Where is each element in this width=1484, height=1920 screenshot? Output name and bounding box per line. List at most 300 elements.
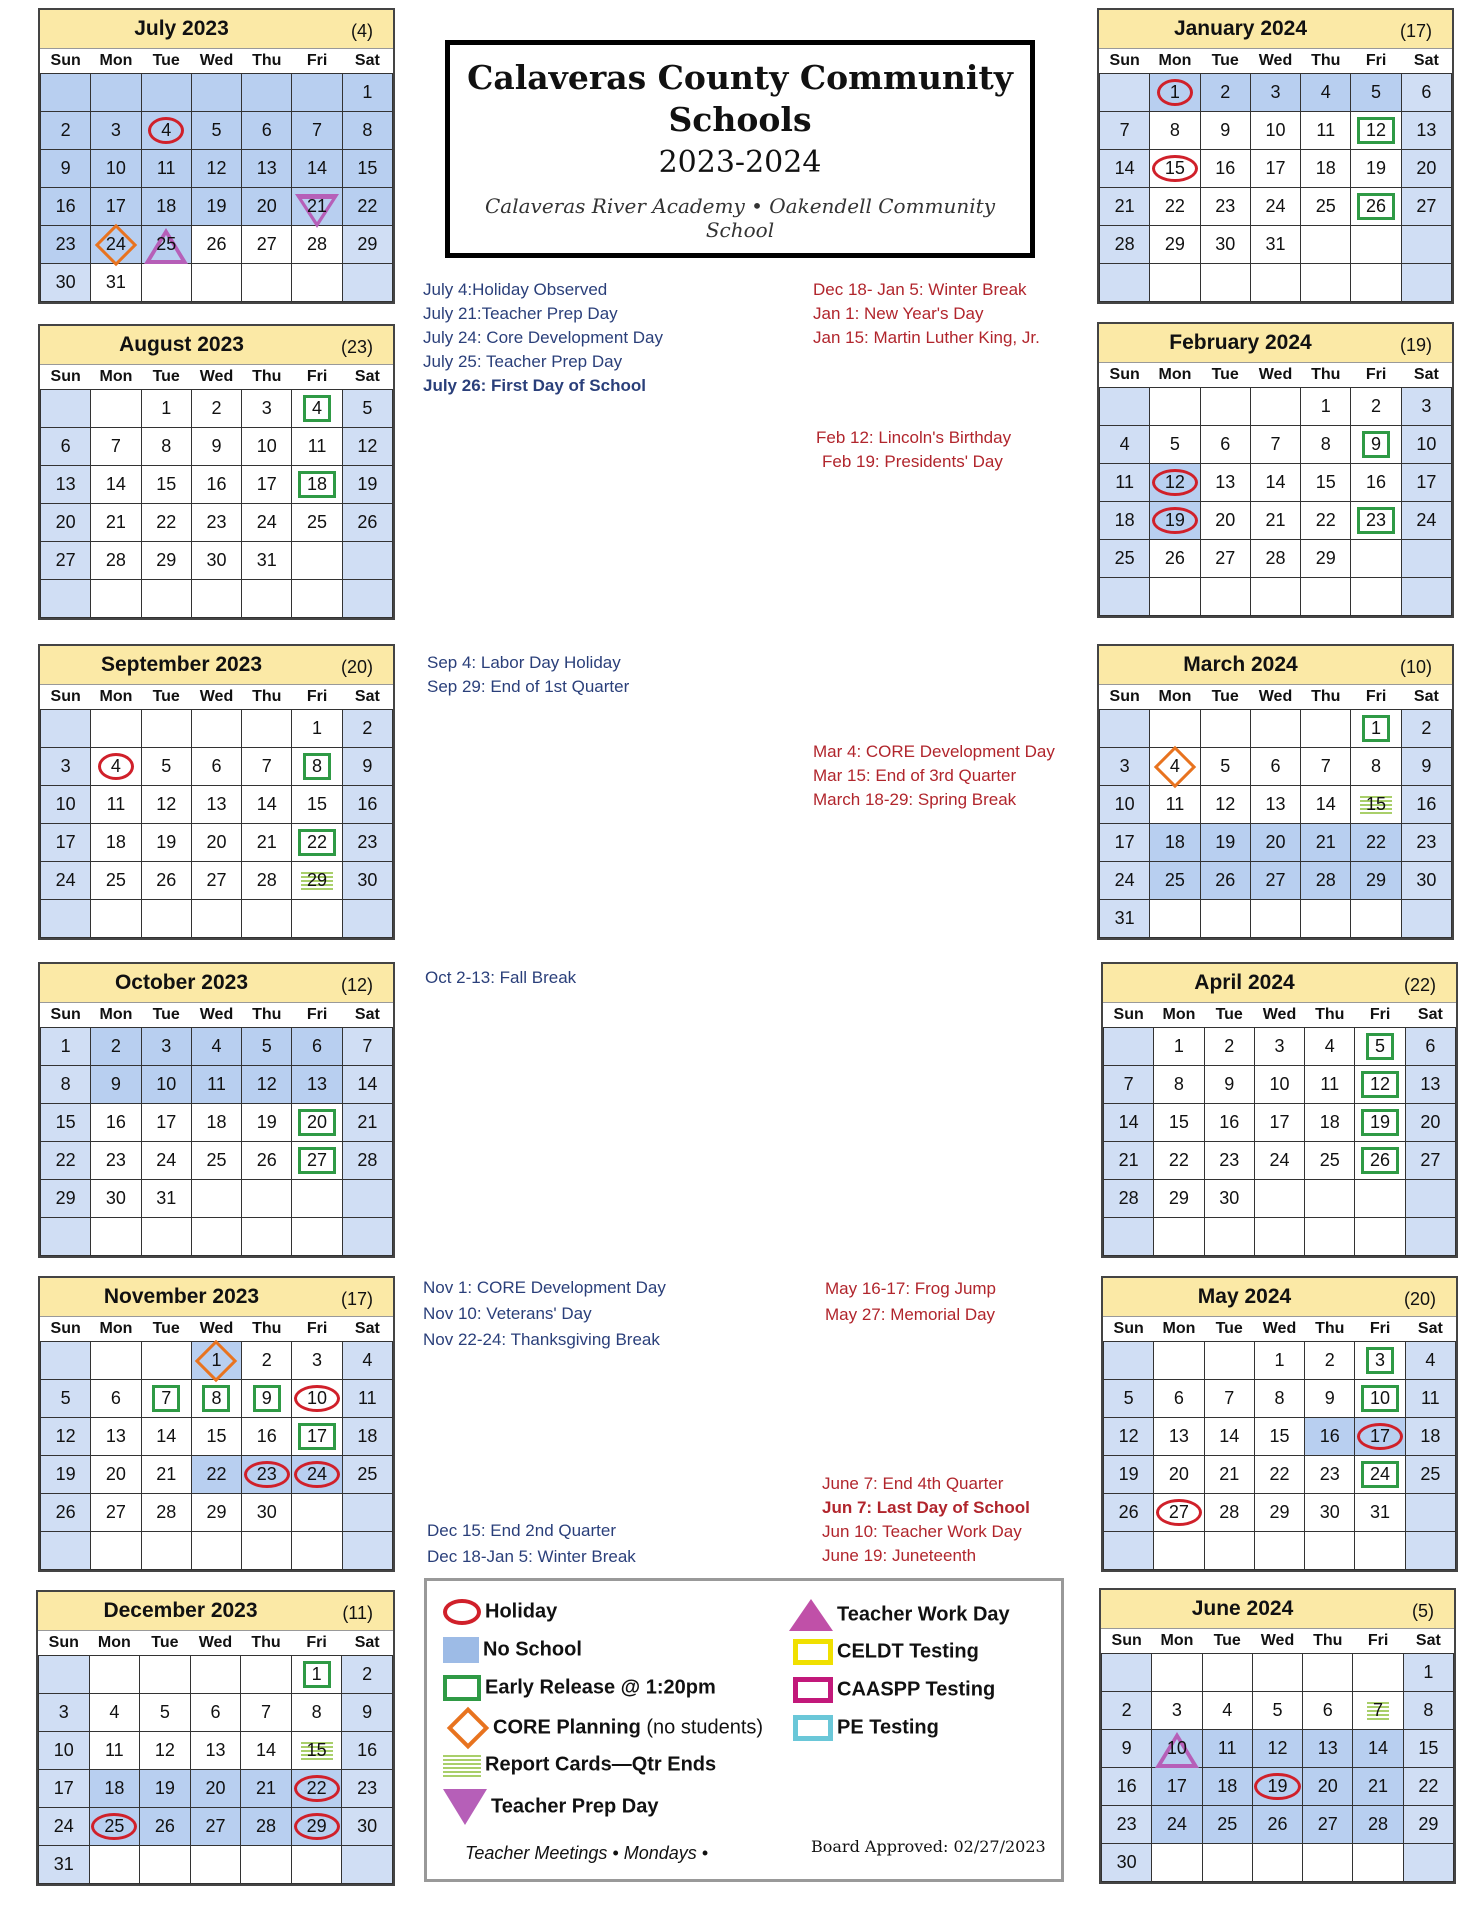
day-number: 23 <box>1116 1814 1137 1834</box>
day-cell <box>1204 1532 1254 1570</box>
day-cell <box>41 390 91 428</box>
note-item: July 26: First Day of School <box>423 376 646 395</box>
day-number: 7 <box>1119 120 1130 140</box>
day-number: 12 <box>1357 117 1395 144</box>
day-cell <box>1254 1456 1304 1494</box>
day-number: 16 <box>1116 1776 1137 1796</box>
day-cell <box>1303 1768 1353 1806</box>
day-cell <box>242 580 292 618</box>
day-number: 19 <box>1118 1464 1139 1484</box>
day-cell <box>140 1770 191 1808</box>
day-number: 30 <box>1416 870 1437 890</box>
day-number: 12 <box>1118 1426 1139 1446</box>
day-cell <box>1200 824 1250 862</box>
day-cell <box>1401 862 1451 900</box>
day-number: 5 <box>1169 434 1180 454</box>
day-number: 15 <box>1152 155 1198 182</box>
day-number: 4 <box>148 117 184 144</box>
day-cell <box>39 1656 90 1694</box>
weekday-header: Sat <box>1413 52 1439 69</box>
day-cell <box>292 824 342 862</box>
week-row <box>41 1180 393 1218</box>
month-grid <box>1101 1629 1454 1882</box>
day-number: 13 <box>206 794 227 814</box>
day-number: 26 <box>156 870 177 890</box>
day-number: 12 <box>1267 1738 1288 1758</box>
teacher-meetings-note: Teacher Meetings • Mondays • <box>465 1843 709 1863</box>
weekday-header: Sat <box>1413 366 1439 383</box>
day-cell <box>342 1808 393 1846</box>
day-number: 4 <box>1425 1350 1436 1370</box>
day-number: 29 <box>1315 548 1336 568</box>
day-cell <box>140 1732 191 1770</box>
weekday-header: Fri <box>306 52 328 69</box>
weekday-header: Fri <box>306 1320 328 1337</box>
week-row <box>41 748 393 786</box>
day-number: 18 <box>156 196 177 216</box>
day-number: 1 <box>1423 1662 1434 1682</box>
day-cell <box>1100 540 1150 578</box>
day-cell <box>342 862 392 900</box>
weekday-header: Sat <box>354 52 380 69</box>
day-cell <box>1100 900 1150 938</box>
day-cell <box>342 748 392 786</box>
day-number: 6 <box>312 1036 323 1056</box>
month-title: February 2024 <box>1169 331 1312 354</box>
day-number: 27 <box>1416 196 1437 216</box>
day-number: 4 <box>1119 434 1130 454</box>
month-grid <box>1103 1317 1456 1570</box>
day-number: 5 <box>1220 756 1231 776</box>
day-number: 10 <box>55 794 76 814</box>
day-number: 20 <box>1265 832 1286 852</box>
day-number: 29 <box>156 550 177 570</box>
day-number: 23 <box>1215 196 1236 216</box>
weekday-header: Wed <box>199 1320 234 1337</box>
day-number: 25 <box>1217 1814 1238 1834</box>
legend-pe <box>793 1715 939 1741</box>
week-row <box>1100 464 1452 502</box>
day-cell <box>1150 112 1200 150</box>
day-number: 23 <box>105 1150 126 1170</box>
day-number: 24 <box>1265 196 1286 216</box>
day-cell <box>242 748 292 786</box>
day-cell <box>1301 578 1351 616</box>
day-cell <box>1104 1456 1154 1494</box>
week-row <box>1100 786 1452 824</box>
day-cell <box>1305 1142 1355 1180</box>
day-cell <box>41 226 91 264</box>
holiday-circle-icon <box>443 1599 481 1625</box>
day-cell <box>191 786 241 824</box>
day-cell <box>41 710 91 748</box>
day-number: 6 <box>60 436 71 456</box>
day-number: 25 <box>1114 548 1135 568</box>
day-cell <box>1200 388 1250 426</box>
week-row <box>1102 1654 1454 1692</box>
day-cell <box>1405 1418 1455 1456</box>
day-cell <box>1250 426 1300 464</box>
day-cell <box>292 1218 342 1256</box>
week-row <box>41 74 393 112</box>
day-cell <box>1154 1456 1204 1494</box>
day-number: 11 <box>1165 794 1185 814</box>
core-planning-diamond-icon <box>447 1707 489 1749</box>
day-cell <box>1403 1654 1453 1692</box>
day-number: 2 <box>1421 718 1432 738</box>
weekday-header: Wed <box>1260 1632 1295 1649</box>
day-number: 1 <box>1362 715 1390 742</box>
day-cell <box>1102 1654 1152 1692</box>
day-number: 14 <box>256 794 277 814</box>
day-cell <box>191 504 241 542</box>
day-cell <box>291 1808 342 1846</box>
day-cell <box>1403 1768 1453 1806</box>
day-number: 10 <box>1161 1738 1193 1759</box>
day-number: 28 <box>1368 1814 1389 1834</box>
day-cell <box>1351 710 1401 748</box>
month-header <box>1099 10 1452 49</box>
day-number: 28 <box>1118 1188 1139 1208</box>
day-number: 16 <box>1416 794 1437 814</box>
day-cell <box>1150 388 1200 426</box>
day-cell <box>1351 74 1401 112</box>
day-cell <box>191 748 241 786</box>
day-cell <box>89 1846 140 1884</box>
week-row <box>39 1732 393 1770</box>
day-cell <box>1100 464 1150 502</box>
weekday-header: Mon <box>1158 366 1192 383</box>
day-cell <box>1100 264 1150 302</box>
weekday-header: Sat <box>354 1006 380 1023</box>
day-cell <box>1351 540 1401 578</box>
day-cell <box>1305 1494 1355 1532</box>
day-cell <box>242 1418 292 1456</box>
day-number: 5 <box>60 1388 71 1408</box>
day-cell <box>1301 786 1351 824</box>
day-cell <box>242 112 292 150</box>
day-number: 11 <box>207 1074 226 1094</box>
day-cell <box>292 786 342 824</box>
day-cell <box>1401 150 1451 188</box>
day-cell <box>191 862 241 900</box>
day-cell <box>191 74 241 112</box>
weekday-header: Tue <box>152 1006 180 1023</box>
day-number: 9 <box>110 1074 121 1094</box>
day-number: 25 <box>206 1150 227 1170</box>
day-number: 26 <box>1118 1502 1139 1522</box>
day-cell <box>141 112 191 150</box>
notes-oct <box>425 966 576 990</box>
day-cell <box>1204 1142 1254 1180</box>
day-cell <box>1202 1654 1252 1692</box>
day-number: 23 <box>1219 1150 1240 1170</box>
day-cell <box>91 542 141 580</box>
month-header <box>40 326 393 365</box>
day-cell <box>1303 1692 1353 1730</box>
day-cell <box>41 1380 91 1418</box>
day-number: 10 <box>294 1385 340 1412</box>
day-cell <box>41 1180 91 1218</box>
day-cell <box>342 1770 393 1808</box>
day-cell <box>1150 188 1200 226</box>
day-number: 27 <box>298 1147 336 1174</box>
day-cell <box>91 786 141 824</box>
day-cell <box>191 542 241 580</box>
day-cell <box>1250 226 1300 264</box>
weekday-header: Tue <box>1211 688 1239 705</box>
day-number: 14 <box>1368 1738 1389 1758</box>
day-number: 11 <box>1320 1074 1340 1094</box>
calendar-aug <box>38 324 395 620</box>
title-box <box>445 40 1035 258</box>
day-cell <box>1200 502 1250 540</box>
day-cell <box>1100 426 1150 464</box>
month-grid <box>40 685 393 938</box>
weekday-header: Sun <box>48 1634 79 1651</box>
week-row <box>1104 1494 1456 1532</box>
day-cell <box>191 710 241 748</box>
day-cell <box>1200 226 1250 264</box>
day-number: 3 <box>261 398 272 418</box>
day-cell <box>191 428 241 466</box>
day-cell <box>1351 264 1401 302</box>
day-cell <box>242 542 292 580</box>
day-cell <box>342 150 392 188</box>
notes-sep <box>427 651 629 699</box>
day-number: 2 <box>60 120 71 140</box>
day-cell <box>141 390 191 428</box>
school-day-count: (17) <box>1399 21 1432 41</box>
day-cell <box>1202 1692 1252 1730</box>
day-cell <box>1301 748 1351 786</box>
day-number: 6 <box>210 1702 221 1722</box>
day-cell <box>91 226 141 264</box>
day-cell <box>1351 226 1401 264</box>
day-cell <box>91 1456 141 1494</box>
day-number: 7 <box>1270 434 1281 454</box>
week-row <box>41 150 393 188</box>
day-number: 29 <box>1366 870 1387 890</box>
day-cell <box>292 74 342 112</box>
day-number: 13 <box>105 1426 126 1446</box>
day-number: 5 <box>211 120 222 140</box>
day-number: 18 <box>104 1778 125 1798</box>
day-number: 18 <box>206 1112 227 1132</box>
day-cell <box>342 1732 393 1770</box>
day-number: 23 <box>244 1461 290 1488</box>
month-title: October 2023 <box>114 971 249 994</box>
day-cell <box>1102 1844 1152 1882</box>
day-number: 31 <box>256 550 277 570</box>
day-cell <box>342 900 392 938</box>
day-cell <box>1254 1142 1304 1180</box>
weekday-header: Thu <box>1311 366 1341 383</box>
weekday-header: Tue <box>151 1634 179 1651</box>
day-number: 3 <box>1171 1700 1182 1720</box>
day-cell <box>91 188 141 226</box>
day-number: 29 <box>357 234 378 254</box>
day-cell <box>1301 150 1351 188</box>
week-row <box>1100 862 1452 900</box>
day-cell <box>1254 1532 1304 1570</box>
day-number: 30 <box>256 1502 277 1522</box>
notes-mar <box>813 740 1055 812</box>
day-cell <box>41 150 91 188</box>
legend-label: CAASPP Testing <box>837 1678 996 1701</box>
weekday-header: Sun <box>50 368 81 385</box>
day-cell <box>1353 1844 1403 1882</box>
week-row <box>1100 188 1452 226</box>
day-cell <box>89 1656 140 1694</box>
day-cell <box>291 1846 342 1884</box>
day-cell <box>342 1656 393 1694</box>
day-cell <box>1305 1418 1355 1456</box>
day-cell <box>191 1380 241 1418</box>
no-school-swatch-icon <box>443 1637 479 1663</box>
day-cell <box>342 390 392 428</box>
day-cell <box>1252 1768 1302 1806</box>
day-cell <box>1154 1142 1204 1180</box>
day-cell <box>1150 900 1200 938</box>
day-cell <box>1355 1104 1405 1142</box>
day-number: 29 <box>55 1188 76 1208</box>
day-cell <box>1351 900 1401 938</box>
week-row <box>1100 748 1452 786</box>
weekday-header: Thu <box>1311 688 1341 705</box>
day-cell <box>1152 1844 1202 1882</box>
note-item: July 21:Teacher Prep Day <box>423 304 618 323</box>
week-row <box>41 428 393 466</box>
day-number: 15 <box>301 1740 333 1761</box>
day-number: 10 <box>1416 434 1437 454</box>
day-cell <box>292 748 342 786</box>
day-cell <box>191 1342 241 1380</box>
day-number: 6 <box>110 1388 121 1408</box>
day-cell <box>1351 426 1401 464</box>
day-cell <box>292 862 342 900</box>
day-number: 3 <box>312 1350 323 1370</box>
day-number: 5 <box>159 1702 170 1722</box>
day-cell <box>292 428 342 466</box>
weekday-header: Sun <box>50 688 81 705</box>
day-cell <box>242 390 292 428</box>
day-number: 19 <box>357 474 378 494</box>
note-item: Jan 1: New Year's Day <box>813 304 984 323</box>
day-number: 4 <box>1222 1700 1233 1720</box>
day-number: 16 <box>256 1426 277 1446</box>
day-number: 27 <box>256 234 277 254</box>
day-number: 9 <box>1224 1074 1235 1094</box>
day-cell <box>141 1218 191 1256</box>
month-header <box>1099 324 1452 363</box>
day-cell <box>1305 1456 1355 1494</box>
weekday-header: Tue <box>152 1320 180 1337</box>
day-cell <box>1150 464 1200 502</box>
day-cell <box>1250 786 1300 824</box>
day-number: 5 <box>362 398 373 418</box>
day-number: 5 <box>1123 1388 1134 1408</box>
day-number: 20 <box>1317 1776 1338 1796</box>
day-cell <box>41 466 91 504</box>
week-row <box>1104 1342 1456 1380</box>
week-row <box>1100 150 1452 188</box>
note-item: Sep 4: Labor Day Holiday <box>427 653 621 672</box>
day-number: 21 <box>1219 1464 1240 1484</box>
month-grid <box>1099 49 1452 302</box>
weekday-header: Fri <box>1365 366 1387 383</box>
day-cell <box>1202 1844 1252 1882</box>
month-header <box>1099 646 1452 685</box>
day-number: 23 <box>1357 507 1395 534</box>
day-cell <box>1200 540 1250 578</box>
calendar-jun <box>1099 1588 1456 1884</box>
day-cell <box>91 1180 141 1218</box>
day-cell <box>1351 786 1401 824</box>
week-row <box>41 1104 393 1142</box>
day-cell <box>1401 426 1451 464</box>
day-cell <box>1301 188 1351 226</box>
day-number: 16 <box>357 1740 378 1760</box>
day-cell <box>1102 1768 1152 1806</box>
day-cell <box>191 112 241 150</box>
day-cell <box>1403 1844 1453 1882</box>
day-number: 22 <box>206 1464 227 1484</box>
weekday-header: Sat <box>354 1634 380 1651</box>
weekday-header: Thu <box>1311 52 1341 69</box>
day-cell <box>1250 502 1300 540</box>
day-cell <box>1355 1418 1405 1456</box>
week-row <box>41 862 393 900</box>
day-number: 29 <box>1168 1188 1189 1208</box>
weekday-header: Mon <box>99 52 133 69</box>
day-cell <box>191 1142 241 1180</box>
calendar-sep <box>38 644 395 940</box>
day-cell <box>41 542 91 580</box>
day-number: 19 <box>1152 507 1198 534</box>
day-cell <box>190 1808 241 1846</box>
day-number: 2 <box>362 718 373 738</box>
day-number: 10 <box>53 1740 74 1760</box>
day-cell <box>291 1770 342 1808</box>
day-cell <box>140 1694 191 1732</box>
week-row <box>41 188 393 226</box>
day-cell <box>1152 1654 1202 1692</box>
day-number: 1 <box>312 718 323 738</box>
day-cell <box>1301 540 1351 578</box>
month-header <box>38 1592 393 1631</box>
day-cell <box>1154 1218 1204 1256</box>
week-row <box>1104 1066 1456 1104</box>
day-cell <box>91 504 141 542</box>
week-row <box>41 542 393 580</box>
day-cell <box>1200 112 1250 150</box>
day-number: 15 <box>1269 1426 1290 1446</box>
day-number: 20 <box>256 196 277 216</box>
day-number: 11 <box>1316 120 1336 140</box>
day-number: 11 <box>105 1740 124 1760</box>
weekday-header: Mon <box>1162 1006 1196 1023</box>
weekday-header: Fri <box>1369 1006 1391 1023</box>
day-cell <box>191 150 241 188</box>
day-cell <box>1405 1456 1455 1494</box>
day-cell <box>342 786 392 824</box>
day-number: 25 <box>1420 1464 1441 1484</box>
day-number: 27 <box>105 1502 126 1522</box>
day-number: 12 <box>206 158 227 178</box>
school-day-count: (23) <box>340 337 373 357</box>
legend-holiday <box>443 1599 557 1625</box>
